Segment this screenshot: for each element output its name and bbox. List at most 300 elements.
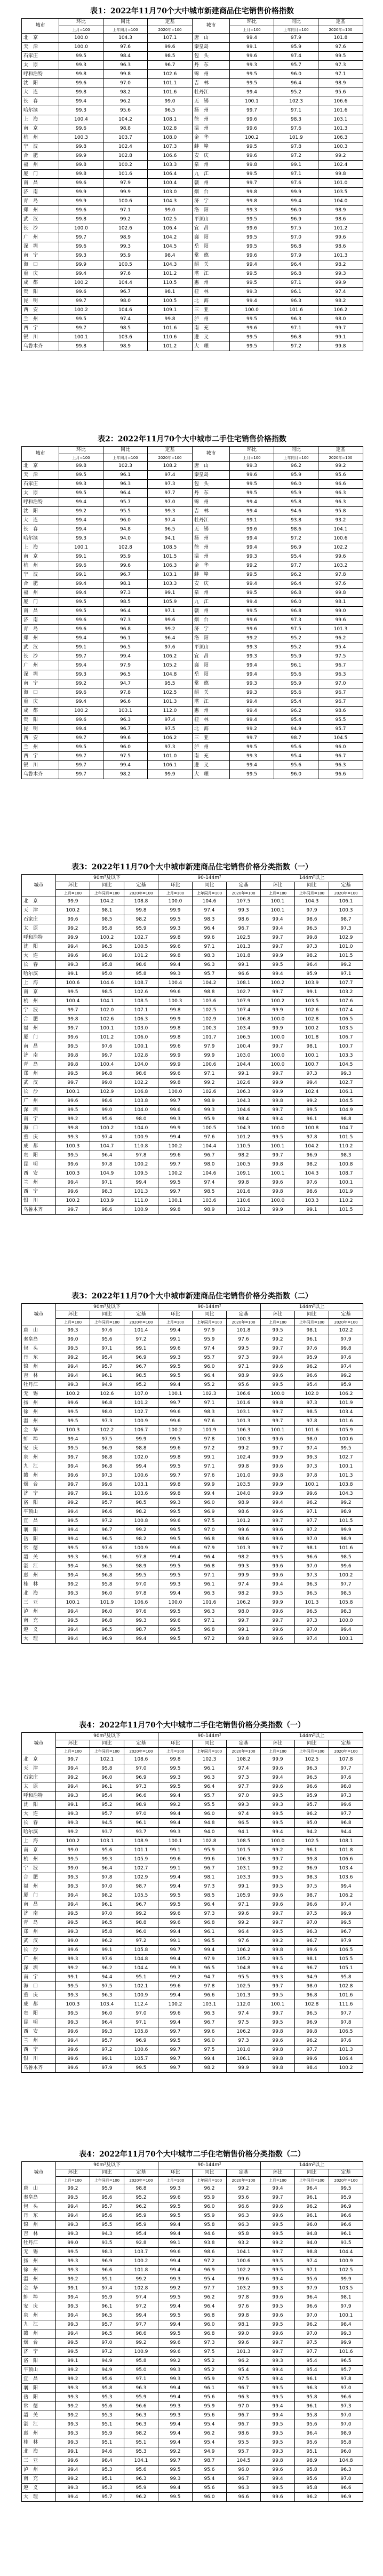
header-row	[22, 882, 363, 890]
index-value: 96.8	[103, 625, 148, 634]
index-value: 97.6	[90, 1544, 124, 1553]
index-value: 99.7	[158, 1946, 193, 1955]
price-index-table	[21, 18, 363, 351]
table-row	[22, 2366, 363, 2375]
index-value: 99.7	[261, 1151, 295, 1160]
index-value: 98.0	[124, 1115, 158, 1124]
index-value: 98.5	[193, 1187, 227, 1196]
index-value: 99.7	[261, 2339, 295, 2348]
index-value: 95.5	[227, 2438, 261, 2447]
index-value: 99.6	[59, 79, 103, 88]
index-value: 96.5	[148, 106, 193, 115]
index-value: 99.7	[90, 1051, 124, 1060]
city-name: 杭 州	[22, 1855, 56, 1864]
index-value: 97.0	[318, 679, 363, 688]
index-value: 99.5	[261, 1810, 295, 1819]
city-name: 扬 州	[193, 534, 230, 543]
index-value: 99.4	[56, 1562, 90, 1571]
city-name: 常 德	[22, 1544, 56, 1553]
index-value: 99.8	[295, 933, 329, 942]
index-value: 99.3	[230, 552, 274, 561]
index-value: 97.4	[148, 716, 193, 725]
index-value: 99.5	[56, 2009, 90, 2018]
subheader-row	[22, 890, 363, 897]
index-value: 100.2	[56, 906, 90, 915]
index-value: 96.3	[193, 961, 227, 970]
column-header: 环比	[230, 447, 274, 454]
index-value: 96.6	[227, 2202, 261, 2212]
index-value: 99.5	[158, 1508, 193, 1517]
index-value: 105.1	[329, 1964, 363, 1973]
index-value: 99.6	[148, 616, 193, 625]
index-value: 99.4	[158, 2393, 193, 2402]
index-value: 96.3	[227, 2221, 261, 2230]
city-name: 九 江	[193, 598, 230, 607]
index-value: 99.3	[158, 2275, 193, 2284]
index-value: 97.5	[295, 2339, 329, 2348]
index-value: 96.5	[90, 1919, 124, 1928]
index-value: 99.6	[261, 1626, 295, 1635]
index-value: 98.2	[103, 770, 148, 779]
table-row	[22, 215, 363, 224]
index-value: 99.8	[59, 342, 103, 351]
index-value: 99.1	[193, 1453, 227, 1462]
index-value: 99.1	[227, 961, 261, 970]
index-value: 97.3	[90, 1417, 124, 1426]
index-value: 99.8	[59, 462, 103, 471]
column-subheader: 上年同月=100	[90, 2177, 124, 2184]
index-value: 100.0	[329, 1616, 363, 1626]
index-value: 101.8	[227, 1326, 261, 1335]
index-value: 102.4	[318, 161, 363, 170]
index-value: 99.3	[158, 2475, 193, 2484]
index-value: 100.6	[124, 1471, 158, 1480]
index-value: 99.9	[148, 770, 193, 779]
city-name: 石家庄	[22, 52, 59, 61]
index-value: 100.0	[261, 1390, 295, 1399]
index-value: 99.9	[56, 933, 90, 942]
index-value: 104.4	[193, 1142, 227, 1151]
index-value: 99.2	[124, 2339, 158, 2348]
index-value: 100.3	[227, 1435, 261, 1444]
index-value: 101.5	[329, 952, 363, 961]
index-value: 104.1	[90, 997, 124, 1006]
index-value: 103.9	[90, 1196, 124, 1206]
column-subheader: 上年同月=100	[274, 454, 318, 462]
index-value: 103.1	[193, 2000, 227, 2009]
index-value: 101.2	[227, 1517, 261, 1526]
index-value: 99.6	[59, 561, 103, 570]
index-value: 97.1	[227, 1900, 261, 1909]
index-value: 99.3	[158, 1773, 193, 1782]
header-row	[22, 19, 363, 26]
index-value: 96.3	[295, 2384, 329, 2393]
index-value: 97.4	[295, 2257, 329, 2266]
index-value: 97.1	[193, 1616, 227, 1626]
index-value: 97.2	[90, 1517, 124, 1526]
index-value: 99.4	[56, 1607, 90, 1616]
index-value: 101.6	[329, 1544, 363, 1553]
index-value: 96.2	[295, 1810, 329, 1819]
index-value: 96.1	[193, 1580, 227, 1589]
index-value: 95.3	[90, 2411, 124, 2420]
index-value: 99.5	[59, 489, 103, 498]
index-value: 99.8	[158, 1755, 193, 1764]
index-value: 99.6	[261, 1764, 295, 1773]
index-value: 99.3	[56, 2420, 90, 2429]
index-value: 99.4	[295, 1079, 329, 1088]
index-value: 97.5	[193, 1517, 227, 1526]
index-value: 95.5	[148, 679, 193, 688]
index-value: 99.3	[56, 1326, 90, 1335]
city-name: 赣 州	[22, 1471, 56, 1480]
group-header-row	[22, 875, 363, 882]
index-value: 97.9	[329, 1335, 363, 1344]
city-name: 烟 台	[193, 188, 230, 197]
index-value: 98.6	[227, 915, 261, 924]
index-value: 96.9	[124, 1353, 158, 1362]
index-value: 99.1	[230, 43, 274, 52]
index-value: 99.6	[158, 1151, 193, 1160]
index-value: 99.4	[158, 1133, 193, 1142]
index-value: 97.7	[329, 1810, 363, 1819]
table-row	[22, 70, 363, 79]
table-row	[22, 625, 363, 634]
index-value: 102.2	[318, 543, 363, 552]
index-value: 106.5	[329, 1015, 363, 1024]
table-row	[22, 507, 363, 516]
table-row	[22, 2302, 363, 2311]
index-value: 99.4	[56, 1435, 90, 1444]
index-value: 98.6	[274, 525, 318, 534]
index-value: 97.4	[103, 315, 148, 324]
index-value: 98.8	[124, 1444, 158, 1453]
city-name: 徐 州	[22, 2266, 56, 2275]
index-value: 96.9	[329, 2202, 363, 2212]
index-value: 99.3	[230, 679, 274, 688]
table-row	[22, 1589, 363, 1598]
index-value: 97.8	[193, 1982, 227, 1991]
index-value: 95.4	[274, 716, 318, 725]
index-value: 99.1	[227, 1626, 261, 1635]
index-value: 104.5	[329, 1060, 363, 1069]
index-value: 94.4	[329, 1828, 363, 1837]
index-value: 99.1	[148, 589, 193, 598]
index-value: 94.8	[295, 2230, 329, 2239]
index-value: 100.2	[329, 1571, 363, 1580]
index-value: 99.4	[261, 2475, 295, 2484]
index-value: 96.0	[193, 2202, 227, 2212]
table-row	[22, 770, 363, 779]
index-value: 96.6	[295, 1372, 329, 1381]
city-name: 长 沙	[22, 1946, 56, 1955]
city-name: 遵 义	[22, 2484, 56, 2493]
table-row	[22, 1626, 363, 1635]
index-value: 99.8	[261, 2046, 295, 2055]
city-name: 海 口	[22, 260, 59, 270]
index-value: 99.6	[90, 1480, 124, 1489]
city-column-header: 城市	[193, 447, 230, 462]
index-value: 99.2	[124, 1526, 158, 1535]
table-row	[22, 260, 363, 270]
table-row	[22, 1106, 363, 1115]
index-value: 106.2	[148, 734, 193, 743]
index-value: 99.1	[56, 2284, 90, 2293]
index-value: 107.7	[329, 979, 363, 988]
city-name: 无 锡	[193, 525, 230, 534]
index-value: 99.2	[261, 1335, 295, 1344]
index-value: 99.1	[227, 1069, 261, 1079]
column-header: 定基	[227, 2169, 261, 2177]
index-value: 99.4	[158, 2438, 193, 2447]
index-value: 94.6	[90, 2447, 124, 2456]
index-value: 98.7	[329, 915, 363, 924]
index-value: 100.1	[261, 897, 295, 906]
index-value: 99.4	[59, 661, 103, 670]
index-value: 98.3	[274, 115, 318, 124]
index-value: 95.7	[318, 725, 363, 734]
table-row	[22, 534, 363, 543]
index-value: 100.2	[158, 1169, 193, 1178]
index-value: 99.4	[124, 1462, 158, 1471]
index-value: 93.5	[90, 2239, 124, 2248]
index-value: 99.2	[158, 2284, 193, 2293]
index-value: 99.4	[158, 2221, 193, 2230]
index-value: 96.5	[295, 1607, 329, 1616]
index-value: 95.7	[274, 61, 318, 70]
index-value: 96.0	[295, 2221, 329, 2230]
city-name: 平顶山	[193, 643, 230, 652]
index-value: 95.1	[295, 2447, 329, 2456]
index-value: 97.6	[274, 179, 318, 188]
index-value: 95.9	[193, 1846, 227, 1855]
index-value: 108.0	[148, 133, 193, 142]
table-row	[22, 188, 363, 197]
city-name: 长 沙	[22, 652, 59, 661]
index-value: 97.5	[274, 224, 318, 233]
index-value: 99.6	[158, 1616, 193, 1626]
index-value: 112.4	[124, 2000, 158, 2009]
index-value: 99.3	[56, 1991, 90, 2000]
city-name: 天 津	[22, 43, 59, 52]
index-value: 99.5	[56, 1408, 90, 1417]
index-value: 96.5	[90, 942, 124, 952]
city-name: 南 宁	[22, 679, 59, 688]
city-name: 丹 东	[22, 1353, 56, 1362]
index-value: 100.1	[261, 2000, 295, 2009]
index-value: 97.9	[90, 2064, 124, 2073]
index-value: 94.4	[90, 1973, 124, 1982]
index-value: 99.8	[230, 161, 274, 170]
city-name: 重 庆	[22, 1991, 56, 2000]
index-value: 99.4	[158, 1553, 193, 1562]
index-value: 95.9	[274, 652, 318, 661]
city-name: 韶 关	[193, 688, 230, 697]
index-value: 96.1	[103, 634, 148, 643]
index-value: 95.6	[193, 2411, 227, 2420]
index-value: 100.0	[261, 1060, 295, 1069]
index-value: 99.2	[158, 1973, 193, 1982]
index-value: 104.1	[124, 2456, 158, 2466]
index-value: 101.2	[124, 952, 158, 961]
index-value: 97.3	[193, 1882, 227, 1891]
index-value: 95.4	[193, 2275, 227, 2284]
index-value: 98.1	[295, 1955, 329, 1964]
index-value: 102.9	[193, 1015, 227, 1024]
city-name: 兰 州	[22, 743, 59, 752]
index-value: 96.2	[124, 2202, 158, 2212]
index-value: 107.9	[227, 997, 261, 1006]
index-value: 99.2	[56, 1773, 90, 1782]
index-value: 99.5	[261, 1553, 295, 1562]
city-name: 牡丹江	[22, 1381, 56, 1390]
index-value: 99.4	[261, 1115, 295, 1124]
index-value: 97.8	[329, 2018, 363, 2027]
table-row	[22, 1408, 363, 1417]
index-value: 99.6	[158, 1106, 193, 1115]
index-value: 97.4	[329, 1900, 363, 1909]
size-group-header: 144m²以上	[261, 1733, 363, 1740]
index-value: 96.9	[329, 2493, 363, 2502]
index-value: 105.2	[148, 661, 193, 670]
city-name: 岳 阳	[22, 2393, 56, 2402]
index-value: 96.0	[193, 2493, 227, 2502]
index-value: 99.0	[90, 1079, 124, 1088]
city-name: 长 春	[22, 1819, 56, 1828]
column-subheader: 上月=100	[158, 2177, 193, 2184]
index-value: 99.4	[103, 652, 148, 661]
table-row	[22, 1928, 363, 1937]
index-value: 97.3	[295, 1069, 329, 1079]
table-row	[22, 1499, 363, 1508]
index-value: 99.9	[261, 1489, 295, 1499]
index-value: 100.1	[158, 1196, 193, 1206]
index-value: 96.7	[227, 2384, 261, 2393]
table-row	[22, 1900, 363, 1909]
index-value: 99.6	[56, 2456, 90, 2466]
index-value: 95.2	[274, 88, 318, 97]
index-value: 99.4	[56, 2466, 90, 2475]
group-header-row	[22, 2162, 363, 2169]
index-value: 99.3	[59, 534, 103, 543]
index-value: 100.8	[329, 1160, 363, 1169]
index-value: 100.1	[261, 1142, 295, 1151]
index-value: 95.9	[124, 2212, 158, 2221]
index-value: 107.8	[329, 1755, 363, 1764]
index-value: 96.1	[103, 471, 148, 480]
index-value: 96.7	[318, 697, 363, 707]
index-value: 96.5	[148, 525, 193, 534]
index-value: 97.1	[227, 1362, 261, 1372]
index-value: 95.4	[295, 1381, 329, 1390]
table-row	[22, 906, 363, 915]
index-value: 96.2	[295, 2320, 329, 2329]
index-value: 104.9	[329, 1106, 363, 1115]
index-value: 96.9	[193, 1508, 227, 1517]
city-name: 武 汉	[22, 1937, 56, 1946]
table-row	[22, 716, 363, 725]
city-name: 乌鲁木齐	[22, 2064, 56, 2073]
table-row	[22, 1124, 363, 1133]
index-value: 99.9	[261, 1079, 295, 1088]
column-header: 同比	[193, 882, 227, 890]
index-value: 99.8	[158, 952, 193, 961]
index-value: 98.7	[295, 1891, 329, 1900]
index-value: 96.3	[90, 1991, 124, 2000]
index-value: 99.0	[90, 1106, 124, 1115]
city-name: 海 口	[22, 688, 59, 697]
index-value: 99.6	[261, 1607, 295, 1616]
index-value: 94.3	[90, 2230, 124, 2239]
index-value: 97.1	[193, 1399, 227, 1408]
index-value: 96.1	[90, 1372, 124, 1381]
index-value: 101.3	[318, 625, 363, 634]
index-value: 104.2	[90, 897, 124, 906]
index-value: 96.7	[193, 2018, 227, 2027]
index-value: 93.8	[193, 2239, 227, 2248]
index-value: 99.5	[124, 1571, 158, 1580]
city-name: 济 南	[22, 188, 59, 197]
size-group-header: 90m²及以下	[56, 2162, 158, 2169]
index-value: 99.1	[158, 1846, 193, 1855]
city-name: 西 宁	[22, 1187, 56, 1196]
index-value: 99.4	[261, 1353, 295, 1362]
index-value: 98.2	[193, 2064, 227, 2073]
city-name: 安 庆	[22, 1444, 56, 1453]
index-value: 95.6	[193, 2393, 227, 2402]
column-header: 环比	[56, 2169, 90, 2177]
table-title: 表4：2022年11月70个大中城市二手住宅销售价格分类指数（一）	[79, 1721, 305, 1730]
index-value: 99.0	[56, 1864, 90, 1873]
city-name: 大 理	[22, 1635, 56, 1644]
index-value: 102.7	[124, 1864, 158, 1873]
index-value: 100.1	[158, 1837, 193, 1846]
city-name: 锦 州	[22, 2221, 56, 2230]
table-row	[22, 2000, 363, 2009]
table-row	[22, 1151, 363, 1160]
index-value: 102.3	[193, 1755, 227, 1764]
index-value: 96.3	[227, 2393, 261, 2402]
index-value: 97.1	[274, 106, 318, 115]
index-value: 98.3	[90, 2248, 124, 2257]
table-row	[22, 2284, 363, 2293]
index-value: 99.9	[59, 152, 103, 161]
index-value: 99.6	[56, 1160, 90, 1169]
index-value: 99.6	[261, 2293, 295, 2302]
index-value: 103.3	[148, 161, 193, 170]
column-subheader: 上月=100	[158, 1319, 193, 1326]
index-value: 99.2	[261, 1937, 295, 1946]
index-value: 99.9	[193, 1480, 227, 1489]
table-row	[22, 1846, 363, 1855]
column-header: 同比	[103, 447, 148, 454]
index-value: 98.5	[193, 1891, 227, 1900]
index-value: 98.8	[103, 124, 148, 133]
index-value: 98.9	[227, 1372, 261, 1381]
index-value: 101.3	[295, 1598, 329, 1607]
index-value: 95.6	[193, 2466, 227, 2475]
city-name: 温 州	[22, 1417, 56, 1426]
index-value: 95.8	[124, 2357, 158, 2366]
table-row	[22, 1517, 363, 1526]
size-group-header: 90-144m²	[158, 2162, 261, 2169]
index-value: 97.6	[124, 1607, 158, 1616]
table-row	[22, 2046, 363, 2055]
city-name: 北 海	[193, 725, 230, 734]
index-value: 97.9	[193, 1326, 227, 1335]
index-value: 110.2	[329, 1196, 363, 1206]
table-row	[22, 1580, 363, 1589]
